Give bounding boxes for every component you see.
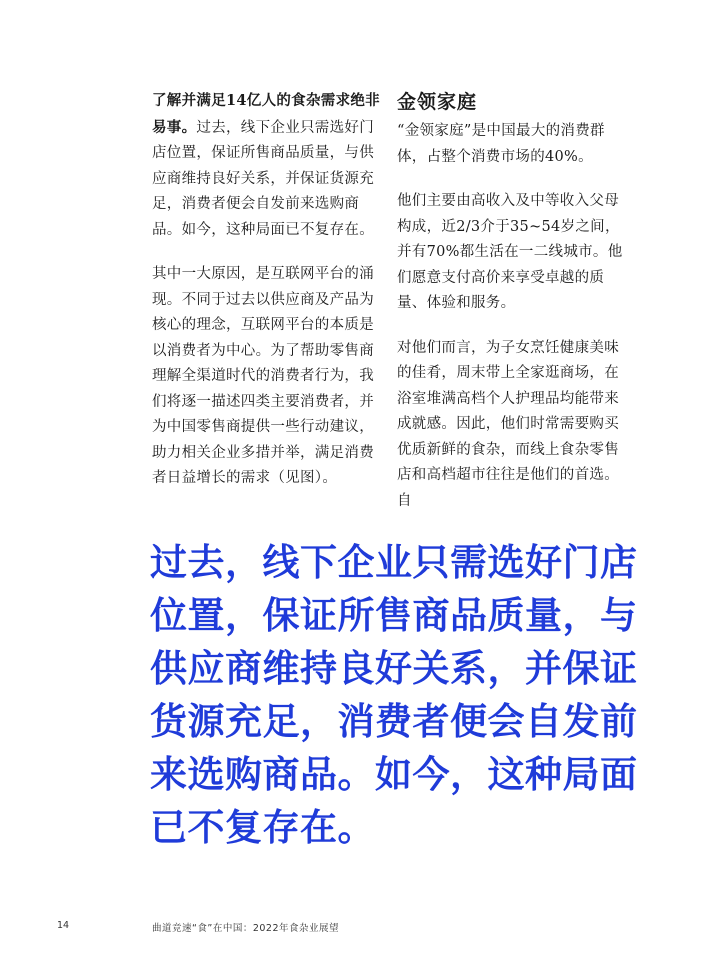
footer-title: 曲道竞速“食”在中国：2022年食杂业展望: [152, 923, 340, 934]
left-paragraph-1-body: 过去，线下企业只需选好门店位置，保证所售商品质量，与供应商维持良好关系，并保证货源充足，消费者便会自发前来选购商品。如今，这种局面已不复存在。: [152, 119, 375, 238]
right-paragraph-1: “金领家庭”是中国最大的消费群体，占整个消费市场的40%。: [397, 123, 605, 165]
section-heading: 金领家庭: [397, 91, 478, 113]
right-paragraph-3: 对他们而言，为子女烹饪健康美味的佳肴，周末带上全家逛商场，在浴室堆满高档个人护理品均能带来成就感。因此，他们时常需要购买优质新鲜的食杂，而线上食杂零售店和高档超市往往是他们的首选。自: [397, 339, 619, 509]
right-paragraph-2: 他们主要由高收入及中等收入父母构成，近2/3介于35~54岁之间，并有70%都生活在一二线城市。他们愿意支付高价来享受卓越的质量、体验和服务。: [397, 193, 623, 311]
page-number: 14: [57, 920, 70, 931]
left-column: [152, 88, 382, 511]
lead-sentence: 了解并满足14亿人的食杂需求绝非易事。: [152, 92, 380, 136]
pull-quote: 过去，线下企业只需选好门店位置，保证所售商品质量，与供应商维持良好关系，并保证货源充足，消费者便会自发前来选购商品。如今，这种局面已不复存在。: [150, 540, 638, 849]
left-paragraph-1: [152, 88, 382, 243]
right-column: [397, 88, 629, 533]
left-paragraph-2: 其中一大原因，是互联网平台的涌现。不同于过去以供应商及产品为核心的理念，互联网平台的本质是以消费者为中心。为了帮助零售商理解全渠道时代的消费者行为，我们将逐一描述四类主要消费者，并为中国零售商提供一些行动建议，助力相关企业多措并举，满足消费者日益增长的需求（见图）。: [152, 266, 374, 486]
